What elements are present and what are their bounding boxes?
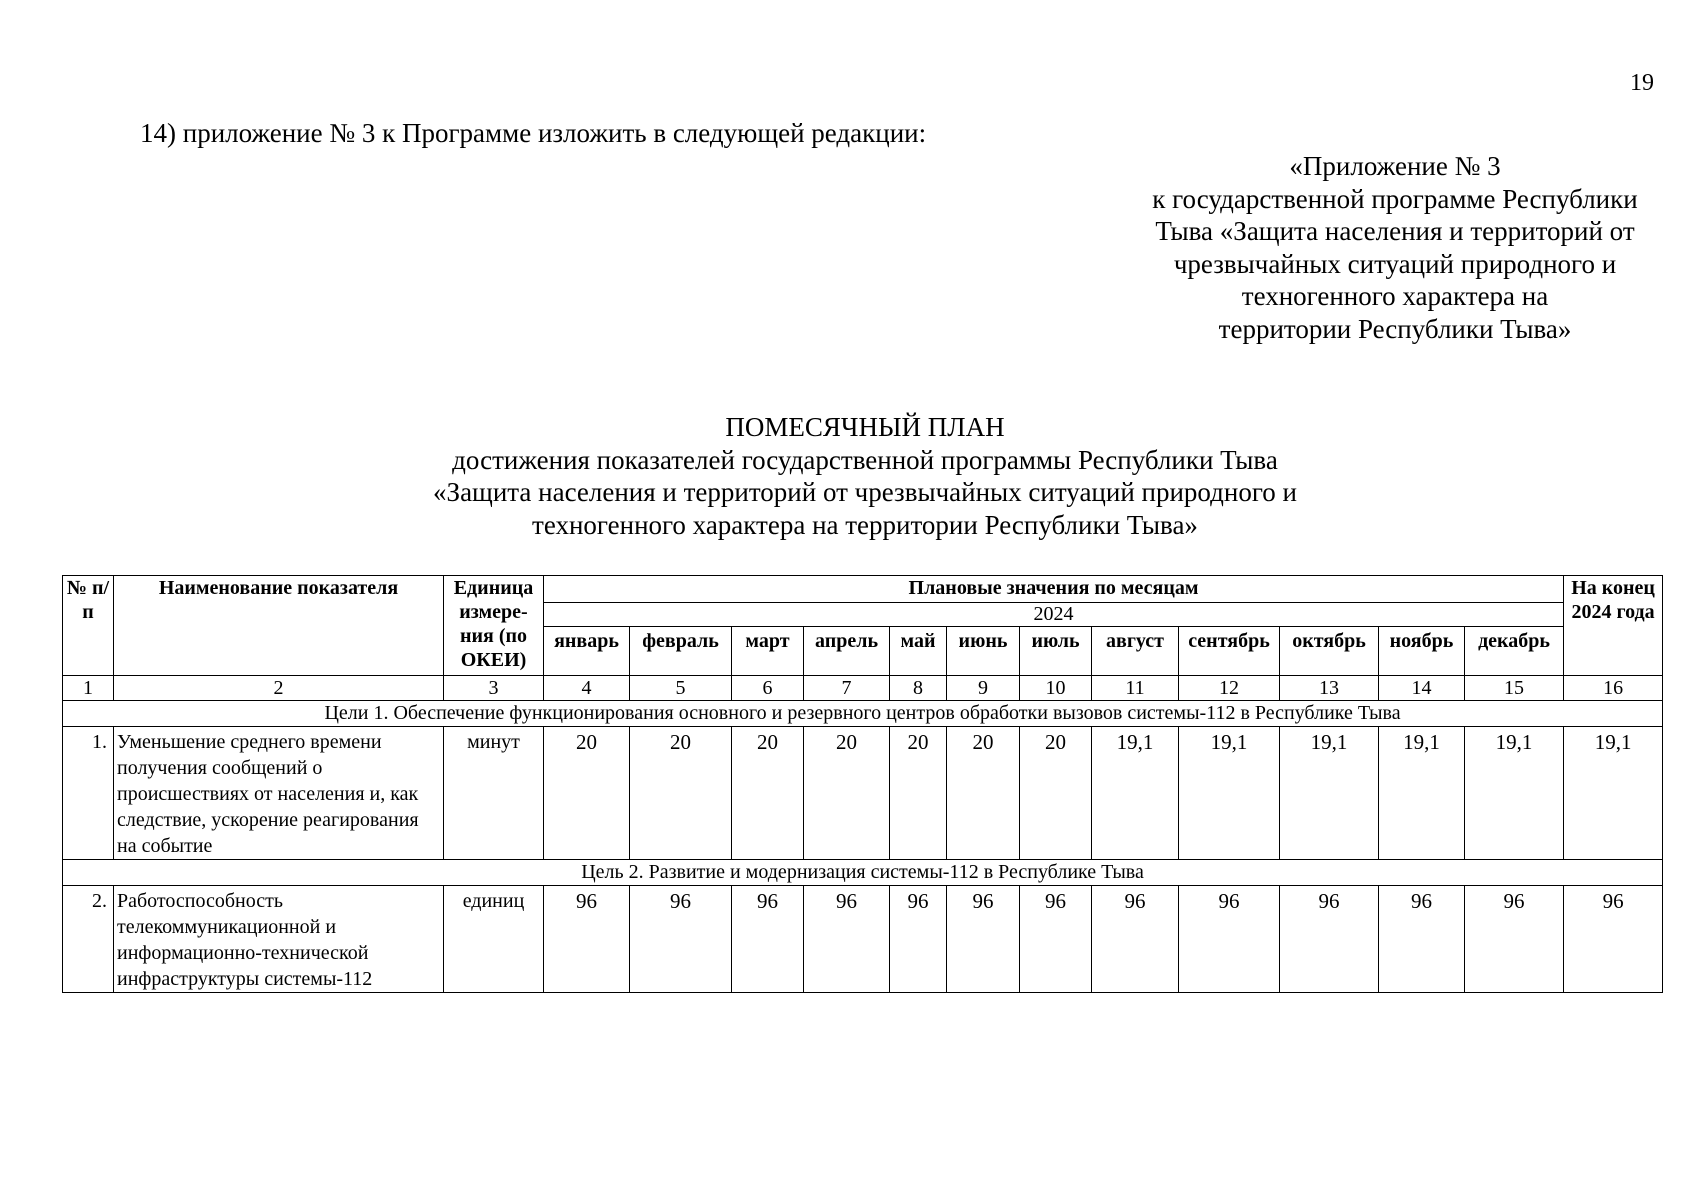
row-2-value: 96 xyxy=(1020,886,1092,993)
column-number: 16 xyxy=(1564,676,1663,701)
row-2-end-value: 96 xyxy=(1564,886,1663,993)
column-number: 13 xyxy=(1280,676,1379,701)
column-number: 6 xyxy=(732,676,804,701)
header-month: май xyxy=(890,627,947,676)
header-year: 2024 xyxy=(544,603,1564,627)
row-1-name: Уменьшение среднего времени получения сообщений о происшествиях от населения и, как следствие, ускорение реагирования на событие xyxy=(114,727,444,860)
header-month: ноябрь xyxy=(1379,627,1465,676)
header-end-of-year: На конец 2024 года xyxy=(1564,576,1663,676)
row-2-value: 96 xyxy=(1465,886,1564,993)
header-month: апрель xyxy=(804,627,890,676)
row-1-value: 19,1 xyxy=(1280,727,1379,860)
row-1-end-value: 19,1 xyxy=(1564,727,1663,860)
header-month: октябрь xyxy=(1280,627,1379,676)
appendix-line: к государственной программе Республики xyxy=(1152,183,1638,214)
column-number: 2 xyxy=(114,676,444,701)
column-number: 8 xyxy=(890,676,947,701)
appendix-line: чрезвычайных ситуаций природного и xyxy=(1173,248,1617,279)
header-month: февраль xyxy=(630,627,732,676)
column-number: 10 xyxy=(1020,676,1092,701)
row-1-value: 20 xyxy=(890,727,947,860)
document-title: ПОМЕСЯЧНЫЙ ПЛАН xyxy=(725,412,1005,442)
row-2-value: 96 xyxy=(947,886,1020,993)
row-2-value: 96 xyxy=(732,886,804,993)
header-month: январь xyxy=(544,627,630,676)
row-1-value: 19,1 xyxy=(1379,727,1465,860)
row-2-unit: единиц xyxy=(444,886,544,993)
column-number: 14 xyxy=(1379,676,1465,701)
goal-2-row: Цель 2. Развитие и модернизация системы-112 в Республике Тыва xyxy=(63,860,1663,886)
appendix-line: Тыва «Защита населения и территорий от xyxy=(1155,216,1635,246)
header-planned: Плановые значения по месяцам xyxy=(544,576,1564,603)
monthly-plan-table xyxy=(62,575,1663,993)
header-month: март xyxy=(732,627,804,676)
appendix-reference xyxy=(1115,150,1675,345)
row-2-value: 96 xyxy=(1280,886,1379,993)
row-2-value: 96 xyxy=(630,886,732,993)
row-1-value: 20 xyxy=(732,727,804,860)
column-number: 12 xyxy=(1179,676,1280,701)
row-1-value: 19,1 xyxy=(1179,727,1280,860)
row-1-value: 20 xyxy=(544,727,630,860)
header-unit: Единица измере-ния (по ОКЕИ) xyxy=(444,576,544,676)
row-2-value: 96 xyxy=(1379,886,1465,993)
row-1-value: 19,1 xyxy=(1092,727,1179,860)
heading-line: «Защита населения и территорий от чрезвычайных ситуаций природного и xyxy=(433,477,1297,507)
header-month: сентябрь xyxy=(1179,627,1280,676)
heading-line: достижения показателей государственной программы Республики Тыва xyxy=(452,444,1278,475)
column-number: 5 xyxy=(630,676,732,701)
appendix-line: территории Республики Тыва» xyxy=(1218,313,1572,344)
column-number: 4 xyxy=(544,676,630,701)
row-2-value: 96 xyxy=(1092,886,1179,993)
header-month: декабрь xyxy=(1465,627,1564,676)
row-1-value: 20 xyxy=(630,727,732,860)
row-1-num: 1. xyxy=(63,727,114,860)
row-2-name: Работоспособность телекоммуникационной и информационно-технической инфраструктуры системы-112 xyxy=(114,886,444,993)
column-number: 11 xyxy=(1092,676,1179,701)
column-number: 7 xyxy=(804,676,890,701)
column-number: 3 xyxy=(444,676,544,701)
row-2-value: 96 xyxy=(544,886,630,993)
goal-1-row: Цели 1. Обеспечение функционирования основного и резервного центров обработки вызовов системы-112 в Республике Тыва xyxy=(63,701,1663,727)
header-month: июль xyxy=(1020,627,1092,676)
row-2-num: 2. xyxy=(63,886,114,993)
row-1-value: 20 xyxy=(804,727,890,860)
row-1-value: 20 xyxy=(947,727,1020,860)
row-1-value: 20 xyxy=(1020,727,1092,860)
appendix-line: «Приложение № 3 xyxy=(1289,151,1501,181)
header-month: август xyxy=(1092,627,1179,676)
column-number: 9 xyxy=(947,676,1020,701)
row-2-value: 96 xyxy=(804,886,890,993)
page-number: 19 xyxy=(1630,70,1654,96)
header-name: Наименование показателя xyxy=(114,576,444,676)
header-month: июнь xyxy=(947,627,1020,676)
heading-line: техногенного характера на территории Республики Тыва» xyxy=(532,509,1198,540)
column-number: 15 xyxy=(1465,676,1564,701)
row-2-value: 96 xyxy=(890,886,947,993)
row-1-unit: минут xyxy=(444,727,544,860)
row-2-value: 96 xyxy=(1179,886,1280,993)
intro-paragraph: 14) приложение № 3 к Программе изложить в следующей редакции: xyxy=(140,118,927,148)
row-1-value: 19,1 xyxy=(1465,727,1564,860)
document-heading xyxy=(300,411,1430,541)
column-number: 1 xyxy=(63,676,114,701)
appendix-line: техногенного характера на xyxy=(1241,281,1549,311)
header-num: № п/п xyxy=(63,576,114,676)
